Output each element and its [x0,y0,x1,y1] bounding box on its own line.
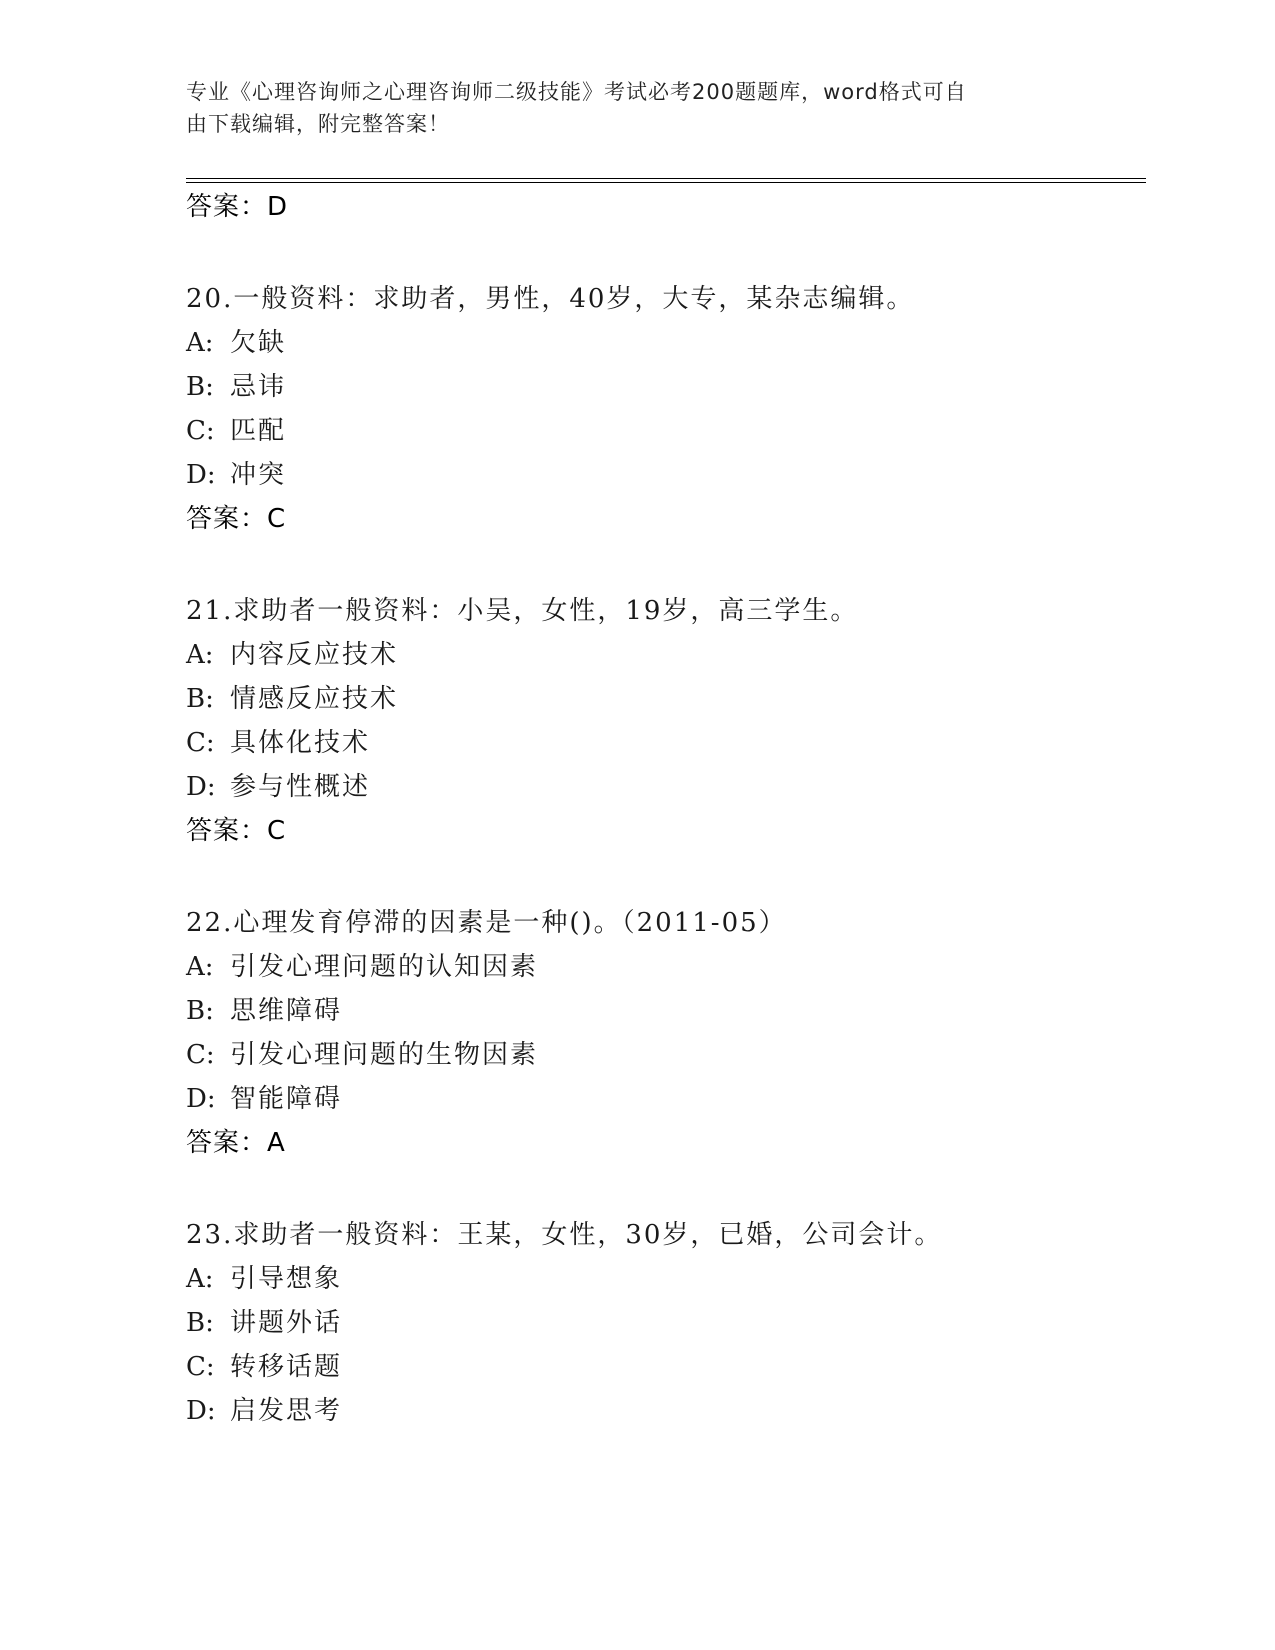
option-row [186,770,370,804]
option-row [186,458,286,492]
option-text: 具体化技术 [230,728,371,758]
option-letter: D: [186,460,216,490]
question-stem: 23.求助者一般资料：王某，女性，30岁，已婚，公司会计。 [186,1220,943,1250]
option-row [186,1038,538,1072]
option-letter: B: [186,684,214,714]
option-letter: B: [186,1308,214,1338]
option-letter: C: [186,416,215,446]
answer-line: 答案：A [186,1128,286,1158]
previous-answer: 答案：D [186,192,289,222]
option-text: 内容反应技术 [230,640,399,670]
question-stem: 21.求助者一般资料：小吴，女性，19岁，高三学生。 [186,596,859,626]
option-row [186,1082,342,1116]
option-row [186,726,370,760]
option-row [186,950,538,984]
option-row [186,326,286,360]
option-letter: B: [186,996,214,1026]
option-letter: A: [186,952,214,982]
answer-line: 答案：C [186,504,287,534]
option-text: 情感反应技术 [230,684,399,714]
question-stem: 22.心理发育停滞的因素是一种()。（2011-05） [186,908,787,938]
option-letter: D: [186,1396,216,1426]
option-row [186,1350,342,1384]
option-text: 参与性概述 [230,772,371,802]
option-row [186,1306,342,1340]
option-row [186,414,286,448]
option-text: 思维障碍 [230,996,343,1026]
option-letter: A: [186,1264,214,1294]
option-row [186,370,286,404]
option-text: 引导想象 [230,1264,343,1294]
option-text: 忌讳 [230,372,287,402]
option-row [186,994,342,1028]
question-stem: 20.一般资料：求助者，男性，40岁，大专，某杂志编辑。 [186,284,915,314]
option-letter: D: [186,772,216,802]
header-line-2: 由下载编辑，附完整答案！ [186,112,450,136]
header-divider-bottom [186,182,1146,183]
option-text: 冲突 [230,460,287,490]
option-letter: C: [186,1040,215,1070]
option-text: 引发心理问题的认知因素 [230,952,539,982]
option-text: 欠缺 [230,328,287,358]
option-letter: C: [186,1352,215,1382]
option-row [186,1394,342,1428]
option-letter: A: [186,640,214,670]
option-letter: D: [186,1084,216,1114]
answer-line: 答案：C [186,816,287,846]
option-text: 讲题外话 [230,1308,343,1338]
option-row [186,1262,342,1296]
option-text: 引发心理问题的生物因素 [230,1040,539,1070]
option-letter: C: [186,728,215,758]
option-text: 转移话题 [230,1352,343,1382]
option-row [186,682,398,716]
option-letter: B: [186,372,214,402]
option-text: 匹配 [230,416,287,446]
header-line-1: 专业《心理咨询师之心理咨询师二级技能》考试必考200题题库，word格式可自 [186,80,967,104]
header-divider-top [186,178,1146,179]
option-text: 启发思考 [230,1396,343,1426]
document-header [186,76,1066,140]
option-row [186,638,398,672]
option-letter: A: [186,328,214,358]
option-text: 智能障碍 [230,1084,343,1114]
